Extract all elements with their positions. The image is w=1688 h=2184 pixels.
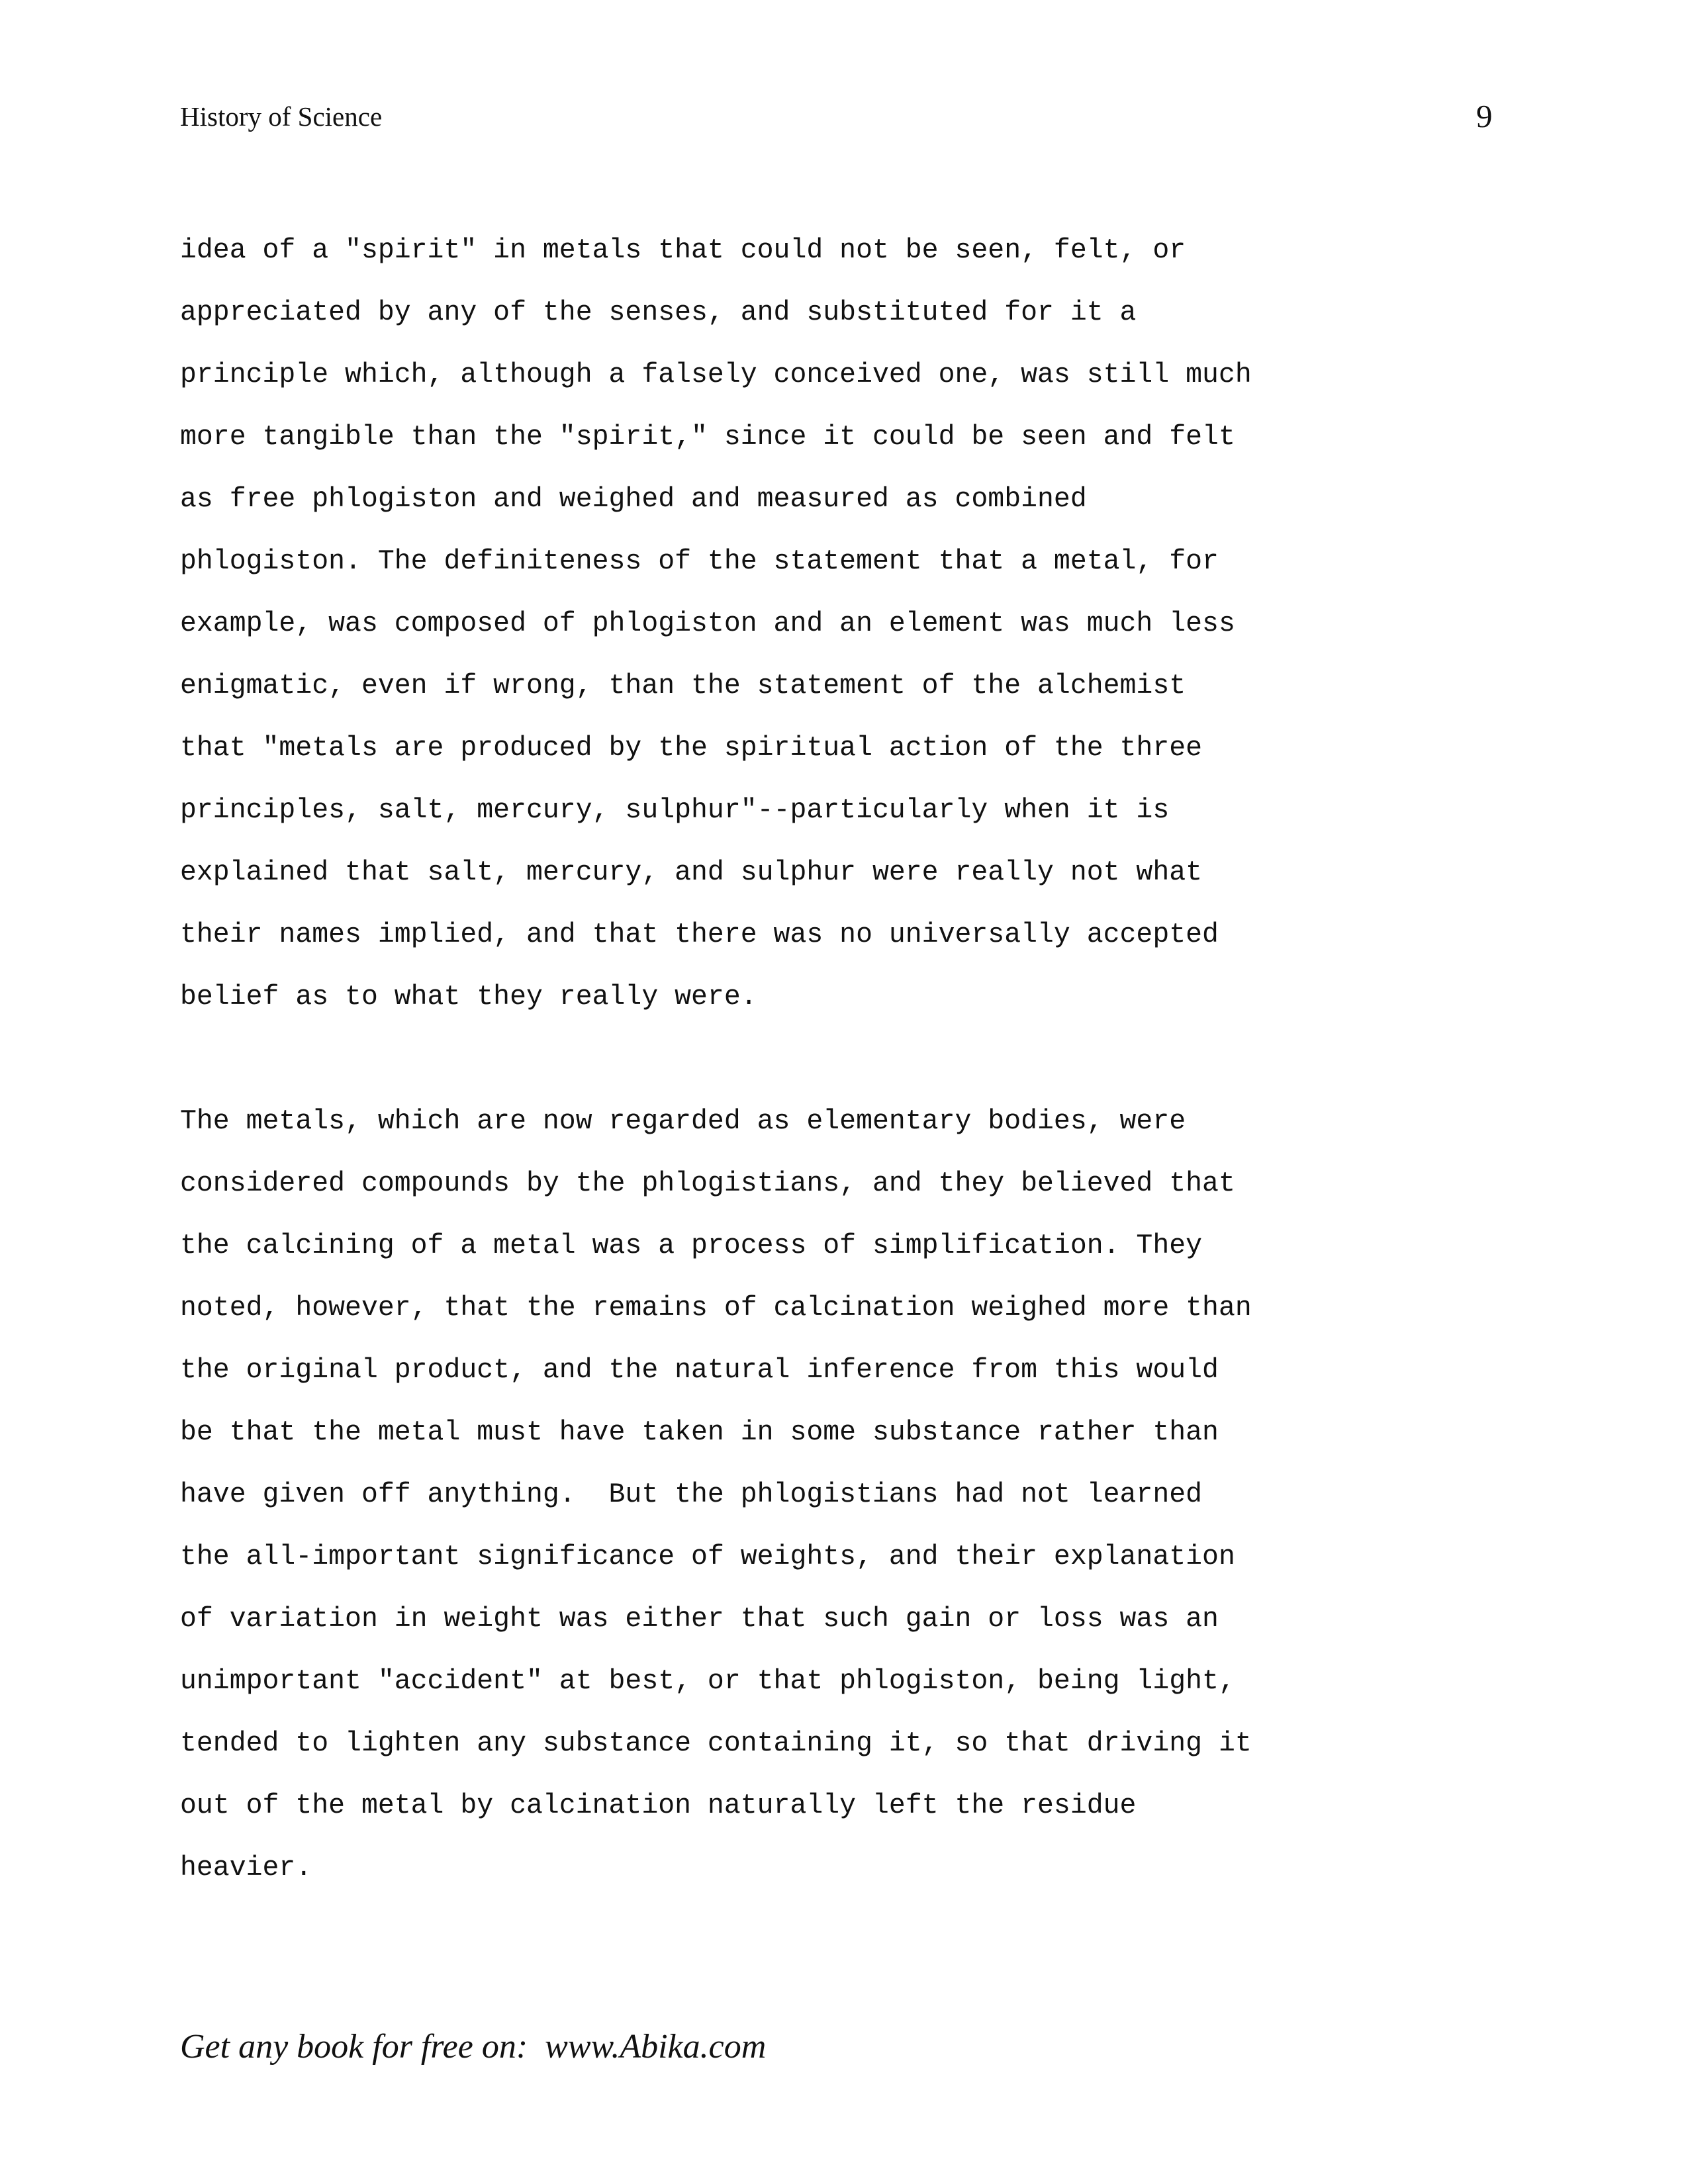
text-line: principle which, although a falsely conceived one, was still much bbox=[180, 359, 1252, 390]
text-line: the all-important significance of weights, and their explanation bbox=[180, 1541, 1235, 1572]
text-line: belief as to what they really were. bbox=[180, 981, 757, 1013]
text-line: heavier. bbox=[180, 1852, 312, 1884]
running-title: History of Science bbox=[180, 101, 383, 132]
text-line: more tangible than the "spirit," since it could be seen and felt bbox=[180, 422, 1235, 453]
text-line: principles, salt, mercury, sulphur"--particularly when it is bbox=[180, 795, 1170, 826]
footer-note: Get any book for free on: www.Abika.com bbox=[180, 2028, 767, 2066]
body-text bbox=[180, 220, 1504, 1899]
text-line: explained that salt, mercury, and sulphur were really not what bbox=[180, 857, 1203, 888]
text-line: the calcining of a metal was a process of simplification. They bbox=[180, 1230, 1203, 1261]
text-line: their names implied, and that there was no universally accepted bbox=[180, 919, 1219, 950]
text-line: considered compounds by the phlogistians, and they believed that bbox=[180, 1168, 1235, 1199]
text-line: idea of a "spirit" in metals that could not be seen, felt, or bbox=[180, 235, 1186, 266]
text-line: as free phlogiston and weighed and measured as combined bbox=[180, 484, 1087, 515]
text-line: enigmatic, even if wrong, than the statement of the alchemist bbox=[180, 670, 1186, 702]
text-line: of variation in weight was either that such gain or loss was an bbox=[180, 1604, 1219, 1635]
text-line: tended to lighten any substance containing it, so that driving it bbox=[180, 1728, 1252, 1759]
text-line: appreciated by any of the senses, and substituted for it a bbox=[180, 297, 1137, 328]
paragraph-2 bbox=[180, 1091, 1504, 1899]
text-line: noted, however, that the remains of calcination weighed more than bbox=[180, 1293, 1252, 1324]
text-line: example, was composed of phlogiston and an element was much less bbox=[180, 608, 1235, 639]
text-line: out of the metal by calcination naturally left the residue bbox=[180, 1790, 1137, 1821]
text-line: the original product, and the natural inference from this would bbox=[180, 1355, 1219, 1386]
text-line: phlogiston. The definiteness of the statement that a metal, for bbox=[180, 546, 1219, 577]
paragraph-spacer bbox=[180, 1028, 1504, 1091]
page-number: 9 bbox=[1476, 98, 1493, 134]
text-line: that "metals are produced by the spiritual action of the three bbox=[180, 733, 1203, 764]
text-line: have given off anything. But the phlogistians had not learned bbox=[180, 1479, 1203, 1510]
text-line: The metals, which are now regarded as elementary bodies, were bbox=[180, 1106, 1186, 1137]
text-line: be that the metal must have taken in some substance rather than bbox=[180, 1417, 1219, 1448]
paragraph-1 bbox=[180, 220, 1504, 1028]
text-line: unimportant "accident" at best, or that phlogiston, being light, bbox=[180, 1666, 1235, 1697]
